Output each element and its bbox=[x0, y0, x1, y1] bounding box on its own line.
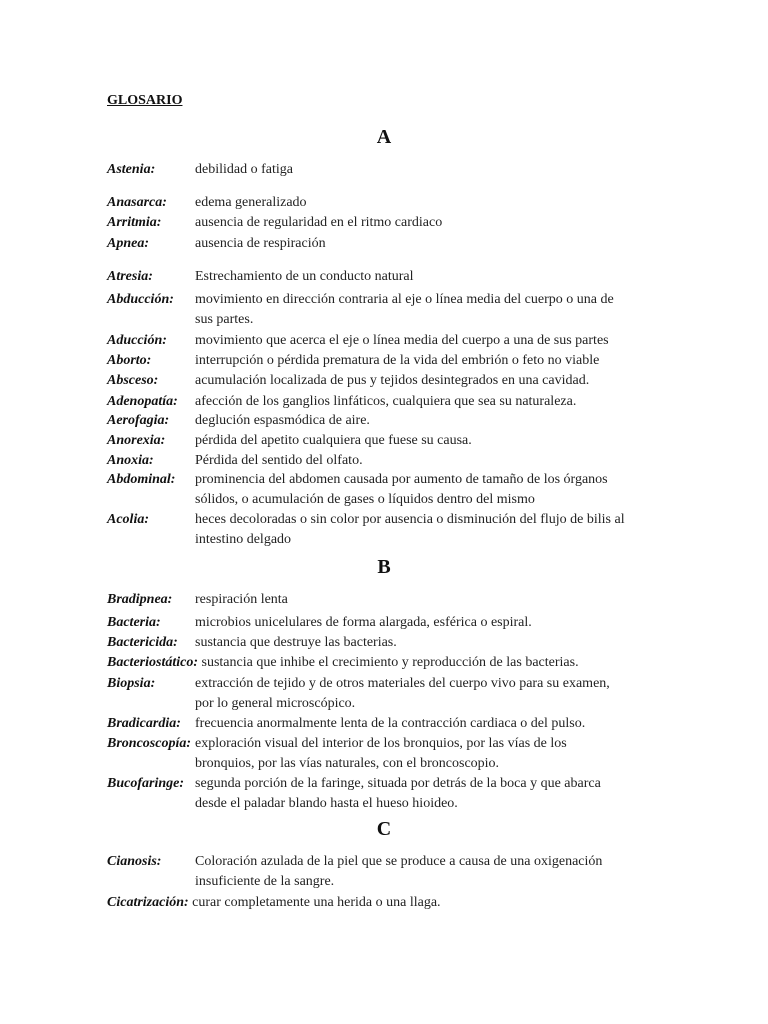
glossary-entry bbox=[107, 351, 667, 371]
entry-term: Bucofaringe: bbox=[107, 776, 184, 791]
entry-term: Astenia: bbox=[107, 162, 156, 177]
entry-term: Atresia: bbox=[107, 269, 153, 284]
glossary-entry bbox=[107, 431, 667, 451]
glossary-entry bbox=[107, 267, 667, 287]
glossary-entry bbox=[107, 734, 667, 774]
glossary-entry bbox=[107, 160, 667, 180]
entry-definition: curar completamente una herida o una llaga. bbox=[192, 895, 441, 910]
entry-definition: sustancia que inhibe el crecimiento y reproducción de las bacterias. bbox=[201, 655, 579, 670]
entry-definition: deglución espasmódica de aire. bbox=[195, 413, 370, 428]
entry-definition: extracción de tejido y de otros materiales del cuerpo vivo para su examen, bbox=[195, 676, 610, 691]
entry-term: Absceso: bbox=[107, 373, 159, 388]
entry-term: Bradipnea: bbox=[107, 592, 173, 607]
glossary-entry bbox=[107, 392, 667, 412]
entry-term: Abducción: bbox=[107, 292, 174, 307]
entry-term: Broncoscopía: bbox=[107, 736, 191, 751]
entry-term: Anasarca: bbox=[107, 195, 167, 210]
glossary-entry bbox=[107, 633, 667, 653]
section-letter-b: B bbox=[377, 556, 391, 578]
glossary-title: GLOSARIO bbox=[107, 93, 183, 108]
glossary-entry bbox=[107, 714, 667, 734]
entry-definition: pérdida del apetito cualquiera que fuese su causa. bbox=[195, 433, 472, 448]
glossary-entry bbox=[107, 653, 667, 673]
glossary-entry bbox=[107, 213, 667, 233]
entry-term: Anorexia: bbox=[107, 433, 166, 448]
glossary-entry bbox=[107, 371, 667, 391]
entry-term: Bacteria: bbox=[107, 615, 161, 630]
entry-definition: segunda porción de la faringe, situada por detrás de la boca y que abarca bbox=[195, 776, 601, 791]
entry-term: Biopsia: bbox=[107, 676, 156, 691]
entry-definition: Coloración azulada de la piel que se produce a causa de una oxigenación bbox=[195, 854, 603, 869]
glossary-entry bbox=[107, 451, 667, 471]
entry-term: Apnea: bbox=[107, 236, 149, 251]
entry-term: Bacteriostático: bbox=[107, 655, 198, 670]
entry-definition-continued: intestino delgado bbox=[195, 532, 292, 547]
entry-definition: edema generalizado bbox=[195, 195, 307, 210]
entry-definition-continued: desde el paladar blando hasta el hueso hioideo. bbox=[195, 796, 458, 811]
glossary-entry bbox=[107, 510, 667, 550]
entry-definition-continued: bronquios, por las vías naturales, con el broncoscopio. bbox=[195, 756, 500, 771]
glossary-entry bbox=[107, 193, 667, 213]
entry-term: Abdominal: bbox=[107, 472, 176, 487]
entry-definition: prominencia del abdomen causada por aumento de tamaño de los órganos bbox=[195, 472, 608, 487]
entry-term: Arritmia: bbox=[107, 215, 162, 230]
entry-definition: sustancia que destruye las bacterias. bbox=[195, 635, 397, 650]
entry-definition: Pérdida del sentido del olfato. bbox=[195, 453, 363, 468]
entry-definition: Estrechamiento de un conducto natural bbox=[195, 269, 414, 284]
entry-definition: movimiento que acerca el eje o línea media del cuerpo a una de sus partes bbox=[195, 333, 609, 348]
entry-definition: interrupción o pérdida prematura de la vida del embrión o feto no viable bbox=[195, 353, 600, 368]
glossary-entry bbox=[107, 470, 667, 510]
entry-definition-continued: sus partes. bbox=[195, 312, 254, 327]
entry-term: Anoxia: bbox=[107, 453, 154, 468]
entry-definition: frecuencia anormalmente lenta de la contracción cardiaca o del pulso. bbox=[195, 716, 586, 731]
entry-term: Cianosis: bbox=[107, 854, 162, 869]
glossary-entry bbox=[107, 234, 667, 254]
entry-definition: exploración visual del interior de los bronquios, por las vías de los bbox=[195, 736, 567, 751]
entry-term: Bradicardia: bbox=[107, 716, 181, 731]
entry-term: Aborto: bbox=[107, 353, 152, 368]
entry-definition-continued: insuficiente de la sangre. bbox=[195, 874, 335, 889]
entry-term: Acolia: bbox=[107, 512, 149, 527]
glossary-entry bbox=[107, 893, 667, 913]
glossary-entry bbox=[107, 411, 667, 431]
entry-term: Adenopatía: bbox=[107, 394, 178, 409]
entry-term: Cicatrización: bbox=[107, 895, 189, 910]
entry-definition: acumulación localizada de pus y tejidos desintegrados en una cavidad. bbox=[195, 373, 590, 388]
entry-definition: movimiento en dirección contraria al eje o línea media del cuerpo o una de bbox=[195, 292, 614, 307]
entry-term: Aerofagia: bbox=[107, 413, 170, 428]
entry-definition: afección de los ganglios linfáticos, cualquiera que sea su naturaleza. bbox=[195, 394, 577, 409]
glossary-entry bbox=[107, 774, 667, 814]
entry-definition: ausencia de regularidad en el ritmo cardiaco bbox=[195, 215, 443, 230]
entry-term: Aducción: bbox=[107, 333, 167, 348]
glossary-entry bbox=[107, 613, 667, 633]
entry-definition: debilidad o fatiga bbox=[195, 162, 293, 177]
glossary-entry bbox=[107, 331, 667, 351]
entry-definition-continued: sólidos, o acumulación de gases o líquidos dentro del mismo bbox=[195, 492, 535, 507]
entry-definition: ausencia de respiración bbox=[195, 236, 326, 251]
entry-definition: microbios unicelulares de forma alargada, esférica o espiral. bbox=[195, 615, 532, 630]
glossary-entry bbox=[107, 290, 667, 330]
section-letter-a: A bbox=[376, 126, 392, 148]
entry-definition-continued: por lo general microscópico. bbox=[195, 696, 356, 711]
glossary-entry bbox=[107, 852, 667, 892]
glossary-entry bbox=[107, 674, 667, 714]
entry-term: Bactericida: bbox=[107, 635, 178, 650]
entry-definition: respiración lenta bbox=[195, 592, 288, 607]
section-letter-c: C bbox=[376, 818, 392, 840]
glossary-entry bbox=[107, 590, 667, 610]
entry-definition: heces decoloradas o sin color por ausencia o disminución del flujo de bilis al bbox=[195, 512, 625, 527]
